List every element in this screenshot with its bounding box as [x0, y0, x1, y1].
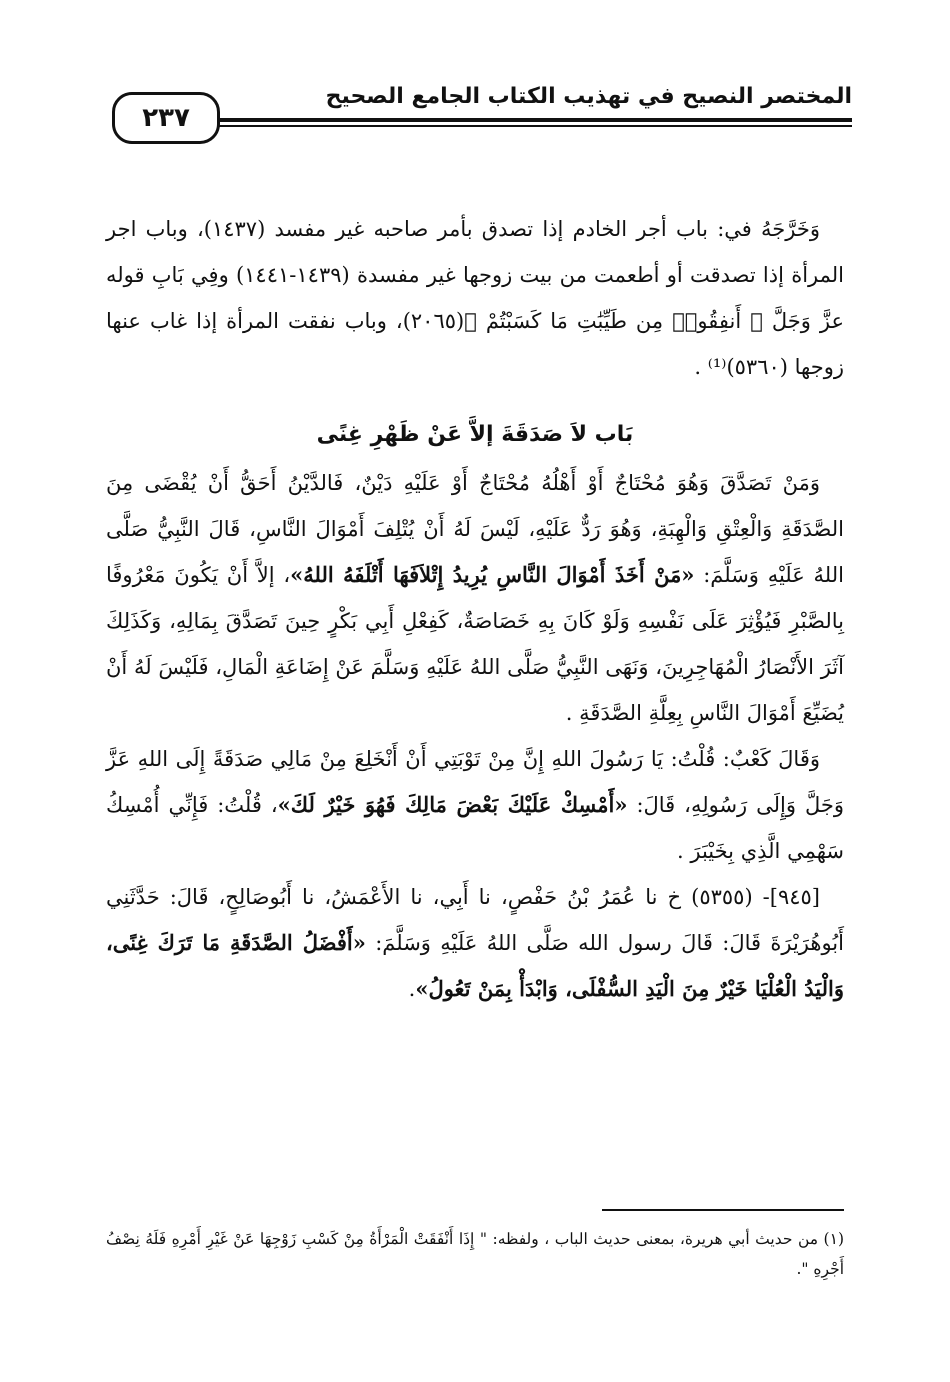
header-rule-thick — [218, 118, 852, 122]
kaab-paragraph — [106, 736, 844, 874]
footnote: (١) من حديث أبي هريرة، بمعنى حديث الباب ، ولفظه: " إِذَا أَنْفَقَتْ الْمَرْأَةُ مِنْ كَسْبِ زَوْجِهَا عَنْ غَيْرِ أَمْرِهِ فَلَهُ نِصْفُ أَجْرِهِ ". — [106, 1230, 844, 1278]
hadith-quote: «أَمْسِكْ عَلَيْكَ بَعْضَ مَالِكَ فَهُوَ خَيْرٌ لَكَ» — [277, 792, 628, 817]
takhreej-paragraph: وَخَرَّجَهُ في: باب أجر الخادم إذا تصدق بأمر صاحبه غير مفسد (١٤٣٧)، وباب اجر المرأة إذا تصدقت أو أطعمت من بيت زوجها غير مفسدة (١٤٣٩-١٤٤١) وفِي بَابِ قوله عزَّ وَجَلَّ ﴿ أَنفِقُوا۟ مِن طَيِّبَٰتِ مَا كَسَبْتُمْ ﴾(٢٠٦٥)، وباب نفقت المرأة إذا غاب عنها زوجها (٥٣٦٠)⁽¹⁾ . — [106, 217, 844, 379]
hadith-quote: «مَنْ أَخَذَ أَمْوَالَ النَّاسِ يُرِيدُ إِتْلاَفَهَا أَتْلَفَهُ اللهُ» — [290, 562, 695, 587]
chapter-title: بَاب لاَ صَدَقَةَ إلاَّ عَنْ ظَهْرِ غِنًى — [316, 422, 634, 447]
chapter-intro-paragraph — [106, 460, 844, 736]
running-title: المختصر النصيح في تهذيب الكتاب الجامع الصحيح — [325, 84, 852, 109]
page-body — [106, 206, 844, 1012]
paragraph-text: . — [408, 977, 416, 1001]
paragraph-text: ، قُلْتُ: فَإِنِّي أُمْسِكُ سَهْمِي الَّذِي بِخَيْبَرَ . — [106, 793, 844, 863]
header-rule-thin — [218, 125, 852, 127]
page-header — [112, 84, 852, 156]
paragraph-text: [٩٤٥]- (٥٣٥٥) خ نا عُمَرُ بْنُ حَفْصٍ، نا أَبِي، نا الأَعْمَشُ، نا أَبُوصَالِحٍ، قَالَ: حَدَّثَنِي أَبُوهُرَيْرَةَ قَالَ: قَالَ رسول الله صَلَّى اللهُ عَلَيْهِ وَسَلَّمَ: — [106, 885, 844, 955]
paragraph-text: وَمَنْ تَصَدَّقَ وَهُوَ مُحْتَاجٌ أَوْ أَهْلُهُ مُحْتَاجٌ أَوْ عَلَيْهِ دَيْنٌ، فَالدَّيْنُ أَحَقُّ أَنْ يُقْضَى مِنَ الصَّدَقَةِ وَالْعِتْقِ وَالْهِبَةِ، وَهُوَ رَدٌّ عَلَيْهِ، لَيْسَ لَهُ أَنْ يُتْلِفَ أَمْوَالَ النَّاسِ، قَالَ النَّبِيُّ صَلَّى اللهُ عَلَيْهِ وَسَلَّمَ: — [106, 471, 844, 587]
hadith-quote: «أَفْضَلُ الصَّدَقَةِ مَا تَرَكَ غِنًى، وَالْيَدُ الْعُلْيَا خَيْرٌ مِنَ الْيَدِ السُّفْلَى، وَابْدَأْ بِمَنْ تَعُولُ» — [106, 930, 844, 1001]
hadith-945-paragraph — [106, 874, 844, 1012]
footnote-separator — [602, 1209, 844, 1211]
paragraph-text: ، إلاَّ أَنْ يَكُونَ مَعْرُوفًا بِالصَّبْرِ فَيُؤْثِرَ عَلَى نَفْسِهِ وَلَوْ كَانَ بِهِ خَصَاصَةٌ، كَفِعْلِ أَبِي بَكْرٍ حِينَ تَصَدَّقَ بِمَالِهِ، وَكَذَلِكَ آثَرَ الأَنْصَارُ الْمُهَاجِرِينَ، وَنَهَى النَّبِيُّ صَلَّى اللهُ عَلَيْهِ وَسَلَّمَ عَنْ إِضَاعَةِ الْمَالِ، فَلَيْسَ لَهُ أَنْ يُضَيِّعَ أَمْوَالَ النَّاسِ بِعِلَّةِ الصَّدَقَةِ . — [106, 563, 844, 725]
page-number: ٢٣٧ — [112, 92, 220, 144]
paragraph-text: وَقَالَ كَعْبٌ: قُلْتُ: يَا رَسُولَ اللهِ إِنَّ مِنْ تَوْبَتِي أَنْ أَنْخَلِعَ مِنْ مَالِي صَدَقَةً إِلَى اللهِ عَزَّ وَجَلَّ وَإِلَى رَسُولِهِ، قَالَ: — [106, 747, 844, 817]
